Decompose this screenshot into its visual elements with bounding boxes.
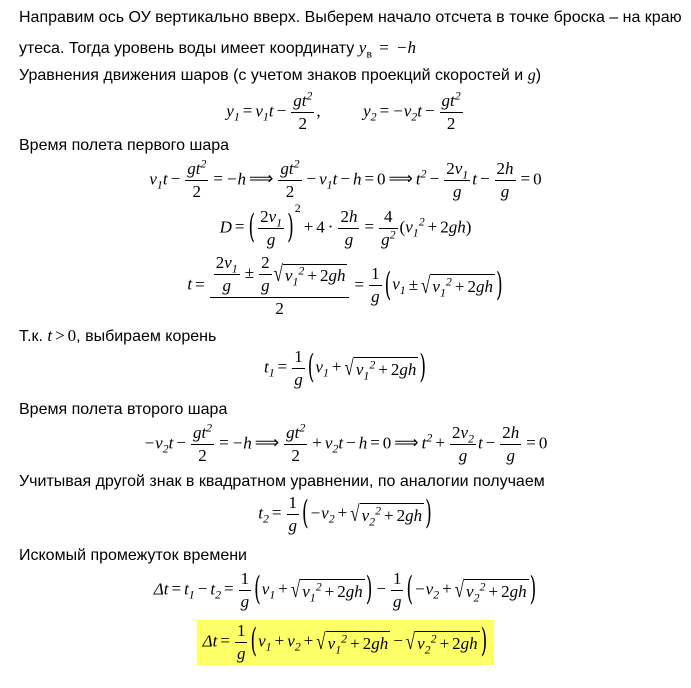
text-line-water-level — [19, 38, 416, 59]
equation-delta-t: $\Delta t = t_1 - t_2$ = $\frac{1}{g}$ ($v_1$ + √ $v_1^2 + 2gh$ ) − $\frac{1}{g}$ ($-v_2$ + √ $v_2^2 + 2gh$ ) — [153, 569, 537, 611]
equation-second-ball-quadratic: $-v_2t$ − $\frac{gt^2}{2}$ = −h ⟹ $\frac{gt^2}{2}$ + $v_2t - h = 0$ ⟹ $t^2$ + $\frac{2v_2}{g}$ t − $\frac{2h}{g}$ = 0 — [143, 420, 548, 465]
equation-first-ball-quadratic: $v_1t$ − $\frac{gt^2}{2}$ = −h ⟹ $\frac{gt^2}{2}$ − $v_1t - h = 0$ ⟹ $t^2$ − $\frac{2v_1}{g}$ t − $\frac{2h}{g}$ = 0 — [149, 156, 542, 201]
formula-t-positive: t > 0 — [47, 326, 77, 345]
text-since: Т.к. — [19, 328, 43, 345]
formula-water-level: $y_в = -h$ — [358, 38, 417, 61]
text-motion-equations: Уравнения движения шаров (с учетом знаков проекций скоростей и — [19, 67, 524, 84]
text-line-interval: Искомый промежуток времени — [19, 547, 247, 564]
equation-discriminant: D = ( $\frac{2v_1}{g}$ )$^2$+ 4 · $\frac{2h}{g}$ = $\frac{4}{g^2}$ $(v_1^2 + 2gh)$ — [219, 200, 472, 249]
text-line-motion-equations — [19, 66, 541, 86]
answer-highlight: Δt = $\frac{1}{g}$ ($v_1 + v_2$ + √ $v_1^2 + 2gh$ − √ $v_2^2 + 2gh$ ) — [197, 620, 495, 665]
equation-roots: t = $\frac{2v_1}{g}$ ± $\frac{2}{g}$ √ $v_1^2 + 2gh$ 2 = $\frac{1}{g}$ ($v_1$ ± √ $v_1^2 + 2gh$ ) — [187, 253, 503, 318]
symbol-g: g — [527, 67, 536, 84]
equation-final-answer — [0, 620, 691, 665]
text-line-axis: Направим ось ОУ вертикально вверх. Выберем начало отсчета в точке броска – на краю — [19, 9, 682, 26]
text-line-analogy: Учитывая другой знак в квадратном уравнении, по аналогии получаем — [19, 473, 545, 490]
text-choose-root: , выбираем корень — [76, 328, 217, 345]
equation-motion: $y_1 = v_1t$ − $\frac{gt^2}{2}$ , $y_2 = -v_2t$ − $\frac{gt^2}{2}$ — [226, 88, 461, 133]
equation-t2: $t_2$ = $\frac{1}{g}$ ($-v_2$ + √ $v_2^2 + 2gh$ ) — [258, 493, 432, 535]
text-line-second-ball: Время полета второго шара — [19, 401, 228, 418]
text-line-choose-root — [19, 326, 216, 347]
text-water-level: утеса. Тогда уровень воды имеет координату — [19, 40, 355, 57]
equation-t1: $t_1$ = $\frac{1}{g}$ ($v_1$ + √ $v_1^2 + 2gh$ ) — [263, 347, 427, 389]
text-paren-close: ) — [535, 67, 542, 84]
text-line-first-ball: Время полета первого шара — [19, 137, 230, 154]
